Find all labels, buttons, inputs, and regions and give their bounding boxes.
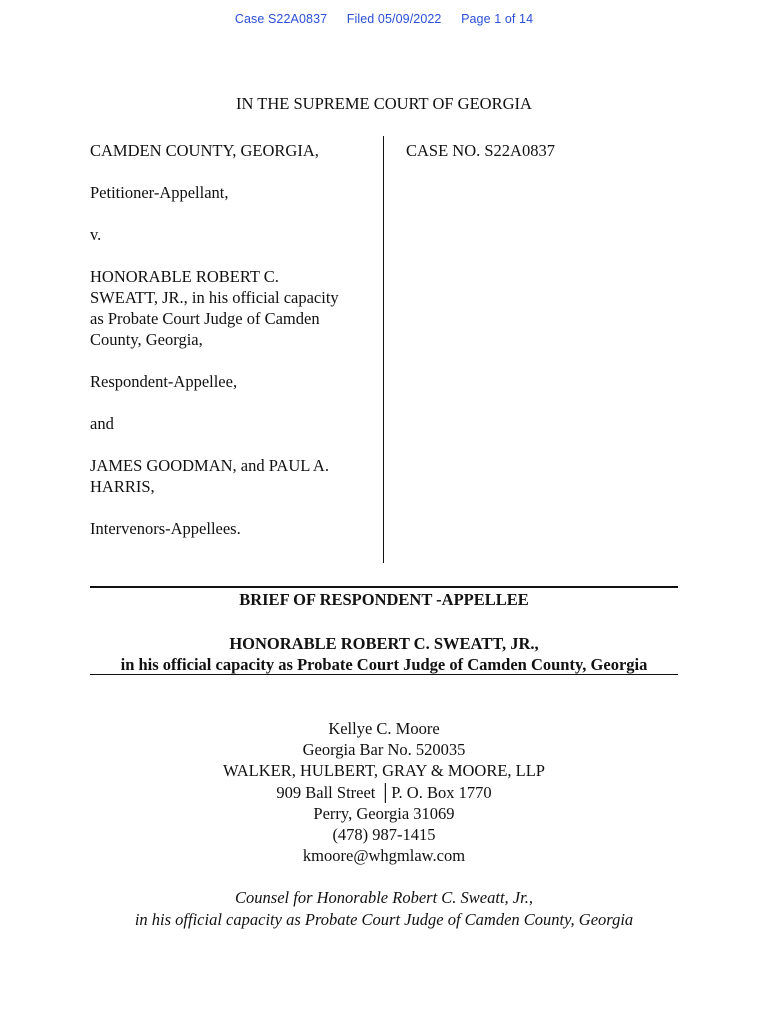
- brief-title-bottom-rule: [90, 674, 678, 675]
- counsel-email: kmoore@whgmlaw.com: [302, 846, 466, 866]
- brief-party-line-1: HONORABLE ROBERT C. SWEATT, JR.,: [229, 634, 539, 653]
- intervenors-name-line-2: HARRIS,: [90, 477, 155, 496]
- brief-party: [90, 633, 678, 675]
- brief-title: BRIEF OF RESPONDENT -APPELLEE: [239, 590, 529, 609]
- stamp-filed-date: Filed 05/09/2022: [346, 12, 442, 26]
- counsel-city: Perry, Georgia 31069: [313, 803, 455, 823]
- filing-stamp: [0, 12, 768, 26]
- conjunction-and: and: [90, 414, 114, 433]
- case-caption-parties: [90, 140, 375, 539]
- counsel-signature-block: [0, 718, 768, 866]
- respondent-name-line-2: SWEATT, JR., in his official capacity: [90, 288, 339, 307]
- petitioner-name: CAMDEN COUNTY, GEORGIA,: [90, 141, 319, 160]
- respondent-name-line-4: County, Georgia,: [90, 330, 203, 349]
- counsel-for-line-2: in his official capacity as Probate Court Judge of Camden County, Georgia: [134, 909, 634, 929]
- respondent-name-line-1: HONORABLE ROBERT C.: [90, 267, 279, 286]
- counsel-phone: (478) 987-1415: [332, 825, 436, 845]
- respondent-role: Respondent-Appellee,: [90, 372, 238, 391]
- versus-label: v.: [90, 225, 102, 244]
- intervenors-role: Intervenors-Appellees.: [90, 519, 241, 538]
- counsel-bar-number: Georgia Bar No. 520035: [302, 740, 466, 760]
- counsel-firm: WALKER, HULBERT, GRAY & MOORE, LLP: [223, 761, 545, 781]
- brief-party-line-2: in his official capacity as Probate Court Judge of Camden County, Georgia: [120, 655, 648, 674]
- petitioner-role: Petitioner-Appellant,: [90, 183, 229, 202]
- respondent-name-line-3: as Probate Court Judge of Camden: [90, 309, 320, 328]
- counsel-name: Kellye C. Moore: [328, 719, 440, 738]
- stamp-page-number: Page 1 of 14: [461, 12, 534, 26]
- counsel-address: 909 Ball Street │P. O. Box 1770: [276, 782, 492, 802]
- counsel-for-statement: [0, 887, 768, 930]
- brief-title-top-rule: [90, 586, 678, 588]
- case-number: CASE NO. S22A0837: [406, 141, 555, 160]
- counsel-for-line-1: Counsel for Honorable Robert C. Sweatt, Jr.,: [235, 888, 533, 907]
- caption-divider: [383, 136, 384, 563]
- intervenors-name-line-1: JAMES GOODMAN, and PAUL A.: [90, 456, 329, 475]
- stamp-case-number: Case S22A0837: [234, 12, 328, 26]
- court-title: IN THE SUPREME COURT OF GEORGIA: [236, 94, 532, 113]
